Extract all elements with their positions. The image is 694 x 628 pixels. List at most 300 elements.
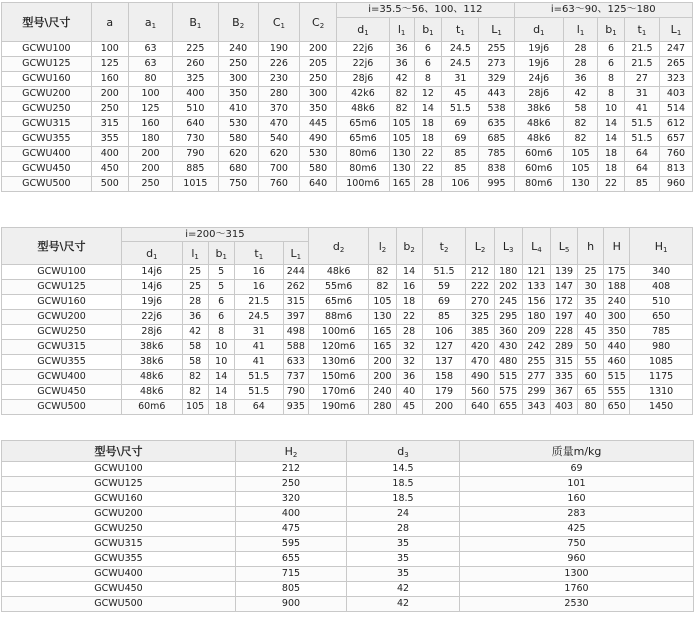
table-cell: 420 bbox=[466, 340, 494, 355]
table-cell: 400 bbox=[236, 507, 347, 522]
table-cell: 32 bbox=[396, 355, 422, 370]
table-cell: 18 bbox=[414, 132, 442, 147]
table-cell: 170m6 bbox=[308, 385, 369, 400]
table-cell: 315 bbox=[550, 355, 577, 370]
table-cell: 106 bbox=[422, 325, 466, 340]
table-cell: 460 bbox=[604, 355, 630, 370]
table-cell: 160 bbox=[128, 117, 172, 132]
table-cell: 560 bbox=[466, 385, 494, 400]
table-cell: 175 bbox=[604, 265, 630, 280]
table-cell: 430 bbox=[494, 340, 522, 355]
table-cell: 1015 bbox=[173, 177, 218, 192]
col-header: $H_1$ bbox=[630, 228, 693, 265]
table-cell: 240 bbox=[604, 295, 630, 310]
table-row bbox=[2, 325, 693, 340]
table-cell: 209 bbox=[522, 325, 550, 340]
table-cell: 360 bbox=[494, 325, 522, 340]
table-cell: 760 bbox=[659, 147, 692, 162]
table-cell: 28j6 bbox=[337, 72, 390, 87]
table-cell: 190 bbox=[258, 42, 299, 57]
table-cell: 515 bbox=[604, 370, 630, 385]
table-cell: 230 bbox=[258, 72, 299, 87]
table-row bbox=[2, 177, 693, 192]
table-cell: 100 bbox=[91, 42, 128, 57]
table-row bbox=[2, 102, 693, 117]
table-row bbox=[2, 582, 694, 597]
col-header: $b_1$ bbox=[414, 18, 442, 42]
table-cell: 190m6 bbox=[308, 400, 369, 415]
table-cell: 443 bbox=[479, 87, 514, 102]
table-row bbox=[2, 147, 693, 162]
model-cell: GCWU355 bbox=[2, 355, 122, 370]
table-cell: 14 bbox=[208, 385, 234, 400]
model-cell: GCWU450 bbox=[2, 582, 236, 597]
table-cell: 85 bbox=[422, 310, 466, 325]
table-cell: 805 bbox=[236, 582, 347, 597]
model-cell: GCWU500 bbox=[2, 400, 122, 415]
table-cell: 24.5 bbox=[234, 310, 283, 325]
table-row bbox=[2, 310, 693, 325]
table-cell: 18.5 bbox=[347, 477, 460, 492]
table-cell: 250 bbox=[91, 102, 128, 117]
table-cell: 179 bbox=[422, 385, 466, 400]
table-cell: 41 bbox=[234, 340, 283, 355]
table-cell: 121 bbox=[522, 265, 550, 280]
col-header: $L_2$ bbox=[466, 228, 494, 265]
table-cell: 403 bbox=[550, 400, 577, 415]
table-cell: 172 bbox=[550, 295, 577, 310]
table-cell: 38k6 bbox=[122, 340, 183, 355]
table-cell: 1760 bbox=[460, 582, 694, 597]
table-cell: 18 bbox=[598, 147, 625, 162]
table-cell: 14 bbox=[414, 102, 442, 117]
table-cell: 325 bbox=[173, 72, 218, 87]
table-row bbox=[2, 340, 693, 355]
table-cell: 31 bbox=[234, 325, 283, 340]
col-header: a bbox=[91, 3, 128, 42]
model-cell: GCWU160 bbox=[2, 492, 236, 507]
table-cell: 633 bbox=[283, 355, 308, 370]
table-cell: 273 bbox=[479, 57, 514, 72]
table-cell: 180 bbox=[494, 265, 522, 280]
table-cell: 80 bbox=[578, 400, 604, 415]
table-cell: 785 bbox=[479, 147, 514, 162]
table-cell: 80m6 bbox=[514, 177, 564, 192]
table-cell: 35 bbox=[347, 567, 460, 582]
model-header: 型号\尺寸 bbox=[2, 3, 92, 42]
table-cell: 18.5 bbox=[347, 492, 460, 507]
table-cell: 85 bbox=[442, 162, 479, 177]
table-cell: 685 bbox=[479, 132, 514, 147]
table-cell: 45 bbox=[442, 87, 479, 102]
table-cell: 1300 bbox=[460, 567, 694, 582]
table-cell: 48k6 bbox=[514, 132, 564, 147]
table-cell: 280 bbox=[369, 400, 396, 415]
table-cell: 69 bbox=[422, 295, 466, 310]
table-cell: 715 bbox=[236, 567, 347, 582]
table-cell: 250 bbox=[300, 72, 337, 87]
col-header: $d_3$ bbox=[347, 441, 460, 462]
table-cell: 315 bbox=[283, 295, 308, 310]
table-cell: 150m6 bbox=[308, 370, 369, 385]
table-cell: 22 bbox=[598, 177, 625, 192]
table-cell: 59 bbox=[422, 280, 466, 295]
model-cell: GCWU125 bbox=[2, 477, 236, 492]
table-cell: 38k6 bbox=[514, 102, 564, 117]
table-cell: 101 bbox=[460, 477, 694, 492]
table-cell: 555 bbox=[604, 385, 630, 400]
table-cell: 55 bbox=[578, 355, 604, 370]
table-cell: 106 bbox=[442, 177, 479, 192]
table-cell: 289 bbox=[550, 340, 577, 355]
table-cell: 197 bbox=[550, 310, 577, 325]
table-cell: 63 bbox=[128, 42, 172, 57]
table-cell: 36 bbox=[564, 72, 598, 87]
table-cell: 300 bbox=[300, 87, 337, 102]
table-cell: 995 bbox=[479, 177, 514, 192]
table-cell: 12 bbox=[414, 87, 442, 102]
table-cell: 470 bbox=[466, 355, 494, 370]
table-cell: 640 bbox=[173, 117, 218, 132]
table-cell: 64 bbox=[624, 162, 659, 177]
table-cell: 14j6 bbox=[122, 280, 183, 295]
table-cell: 200 bbox=[128, 162, 172, 177]
table-cell: 480 bbox=[494, 355, 522, 370]
table-cell: 5 bbox=[208, 265, 234, 280]
table-cell: 64 bbox=[624, 147, 659, 162]
table-cell: 14 bbox=[598, 132, 625, 147]
table-cell: 240 bbox=[369, 385, 396, 400]
model-cell: GCWU125 bbox=[2, 57, 92, 72]
table-cell: 500 bbox=[91, 177, 128, 192]
table-cell: 41 bbox=[234, 355, 283, 370]
table-cell: 370 bbox=[258, 102, 299, 117]
table-cell: 300 bbox=[604, 310, 630, 325]
table-cell: 8 bbox=[208, 325, 234, 340]
table-cell: 188 bbox=[604, 280, 630, 295]
table-cell: 133 bbox=[522, 280, 550, 295]
table-cell: 242 bbox=[522, 340, 550, 355]
model-cell: GCWU500 bbox=[2, 177, 92, 192]
table-row bbox=[2, 522, 694, 537]
col-header: $l_1$ bbox=[182, 242, 208, 265]
table-row bbox=[2, 400, 693, 415]
table-cell: 130 bbox=[389, 147, 414, 162]
table-cell: 262 bbox=[283, 280, 308, 295]
table-cell: 283 bbox=[460, 507, 694, 522]
table-cell: 130 bbox=[369, 310, 396, 325]
table-cell: 28 bbox=[396, 325, 422, 340]
table-cell: 82 bbox=[389, 87, 414, 102]
table-cell: 16 bbox=[234, 280, 283, 295]
table-cell: 538 bbox=[479, 102, 514, 117]
table-cell: 10 bbox=[598, 102, 625, 117]
col-header: $l_1$ bbox=[389, 18, 414, 42]
table-cell: 80 bbox=[128, 72, 172, 87]
table-cell: 340 bbox=[630, 265, 693, 280]
table-cell: 595 bbox=[236, 537, 347, 552]
table-cell: 21.5 bbox=[624, 42, 659, 57]
table-cell: 16 bbox=[234, 265, 283, 280]
table-cell: 6 bbox=[208, 310, 234, 325]
table-row bbox=[2, 477, 694, 492]
table-cell: 350 bbox=[300, 102, 337, 117]
table-cell: 41 bbox=[624, 102, 659, 117]
table-cell: 325 bbox=[466, 310, 494, 325]
table-cell: 21.5 bbox=[624, 57, 659, 72]
col-header: H bbox=[604, 228, 630, 265]
table-cell: 27 bbox=[624, 72, 659, 87]
table-cell: 60m6 bbox=[514, 162, 564, 177]
col-header: $L_4$ bbox=[522, 228, 550, 265]
table-row bbox=[2, 507, 694, 522]
table-cell: 165 bbox=[369, 325, 396, 340]
table-cell: 65m6 bbox=[337, 132, 390, 147]
table-cell: 250 bbox=[128, 177, 172, 192]
table-cell: 130 bbox=[389, 162, 414, 177]
table-row bbox=[2, 552, 694, 567]
table-cell: 18 bbox=[598, 162, 625, 177]
table-cell: 42 bbox=[347, 582, 460, 597]
table-cell: 200 bbox=[300, 42, 337, 57]
table-cell: 425 bbox=[460, 522, 694, 537]
table-cell: 160 bbox=[460, 492, 694, 507]
table-cell: 82 bbox=[182, 370, 208, 385]
table-cell: 655 bbox=[494, 400, 522, 415]
table-cell: 470 bbox=[258, 117, 299, 132]
table-cell: 490 bbox=[466, 370, 494, 385]
dimension-table-2 bbox=[1, 227, 693, 415]
table-cell: 14 bbox=[396, 265, 422, 280]
table-cell: 45 bbox=[396, 400, 422, 415]
table-cell: 25 bbox=[182, 280, 208, 295]
table-cell: 139 bbox=[550, 265, 577, 280]
table-cell: 38k6 bbox=[122, 355, 183, 370]
table-cell: 5 bbox=[208, 280, 234, 295]
table-cell: 760 bbox=[258, 177, 299, 192]
table-cell: 100 bbox=[128, 87, 172, 102]
table-cell: 657 bbox=[659, 132, 692, 147]
table-row bbox=[2, 57, 693, 72]
table-cell: 24 bbox=[347, 507, 460, 522]
table-row bbox=[2, 162, 693, 177]
table-cell: 6 bbox=[598, 57, 625, 72]
col-header: $b_2$ bbox=[396, 228, 422, 265]
table-cell: 408 bbox=[630, 280, 693, 295]
table-cell: 40 bbox=[396, 385, 422, 400]
table-cell: 160 bbox=[91, 72, 128, 87]
model-header: 型号\尺寸 bbox=[2, 441, 236, 462]
model-cell: GCWU315 bbox=[2, 117, 92, 132]
table-cell: 130m6 bbox=[308, 355, 369, 370]
table-cell: 737 bbox=[283, 370, 308, 385]
model-cell: GCWU400 bbox=[2, 370, 122, 385]
table-cell: 21.5 bbox=[234, 295, 283, 310]
table-cell: 510 bbox=[630, 295, 693, 310]
table-cell: 247 bbox=[659, 42, 692, 57]
table-cell: 36 bbox=[396, 370, 422, 385]
table-cell: 130 bbox=[564, 177, 598, 192]
model-cell: GCWU250 bbox=[2, 522, 236, 537]
table-cell: 343 bbox=[522, 400, 550, 415]
table-cell: 180 bbox=[128, 132, 172, 147]
col-header: $d_1$ bbox=[337, 18, 390, 42]
table-cell: 125 bbox=[128, 102, 172, 117]
table-cell: 51.5 bbox=[442, 102, 479, 117]
table-cell: 1450 bbox=[630, 400, 693, 415]
model-header: 型号\尺寸 bbox=[2, 228, 122, 265]
table-cell: 200 bbox=[128, 147, 172, 162]
model-cell: GCWU160 bbox=[2, 295, 122, 310]
table-cell: 28j6 bbox=[122, 325, 183, 340]
table-cell: 60m6 bbox=[514, 147, 564, 162]
model-cell: GCWU160 bbox=[2, 72, 92, 87]
table-cell: 588 bbox=[283, 340, 308, 355]
col-header: $L_1$ bbox=[283, 242, 308, 265]
table-cell: 650 bbox=[604, 400, 630, 415]
table-cell: 400 bbox=[91, 147, 128, 162]
table-cell: 60 bbox=[578, 370, 604, 385]
table-cell: 58 bbox=[182, 355, 208, 370]
table-cell: 48k6 bbox=[337, 102, 390, 117]
table-cell: 200 bbox=[369, 355, 396, 370]
table-cell: 69 bbox=[442, 117, 479, 132]
table-cell: 403 bbox=[659, 87, 692, 102]
table-cell: 80m6 bbox=[337, 147, 390, 162]
table-cell: 82 bbox=[564, 117, 598, 132]
table-cell: 280 bbox=[258, 87, 299, 102]
table-cell: 25 bbox=[578, 265, 604, 280]
col-header: $b_1$ bbox=[208, 242, 234, 265]
table-cell: 137 bbox=[422, 355, 466, 370]
table-cell: 19j6 bbox=[514, 42, 564, 57]
table-cell: 2530 bbox=[460, 597, 694, 612]
table-cell: 60m6 bbox=[122, 400, 183, 415]
table-cell: 105 bbox=[369, 295, 396, 310]
col-header: $d_1$ bbox=[122, 242, 183, 265]
table-cell: 82 bbox=[182, 385, 208, 400]
table-cell: 69 bbox=[442, 132, 479, 147]
table-cell: 55m6 bbox=[308, 280, 369, 295]
table-cell: 226 bbox=[258, 57, 299, 72]
table-cell: 105 bbox=[564, 147, 598, 162]
table-cell: 31 bbox=[624, 87, 659, 102]
table-cell: 514 bbox=[659, 102, 692, 117]
table-cell: 42 bbox=[389, 72, 414, 87]
table-cell: 48k6 bbox=[308, 265, 369, 280]
model-cell: GCWU100 bbox=[2, 462, 236, 477]
table-cell: 440 bbox=[604, 340, 630, 355]
table-cell: 51.5 bbox=[422, 265, 466, 280]
table-cell: 200 bbox=[422, 400, 466, 415]
table-cell: 750 bbox=[460, 537, 694, 552]
table-cell: 36 bbox=[182, 310, 208, 325]
table-cell: 19j6 bbox=[514, 57, 564, 72]
table-cell: 838 bbox=[479, 162, 514, 177]
table-cell: 51.5 bbox=[234, 385, 283, 400]
table-cell: 295 bbox=[494, 310, 522, 325]
model-cell: GCWU200 bbox=[2, 310, 122, 325]
col-header: $d_2$ bbox=[308, 228, 369, 265]
table-cell: 32 bbox=[396, 340, 422, 355]
table-row bbox=[2, 42, 693, 57]
table-cell: 48k6 bbox=[122, 370, 183, 385]
table-cell: 42 bbox=[564, 87, 598, 102]
table-cell: 350 bbox=[604, 325, 630, 340]
table-cell: 18 bbox=[414, 117, 442, 132]
table-cell: 8 bbox=[414, 72, 442, 87]
table-cell: 18 bbox=[208, 400, 234, 415]
table-cell: 35 bbox=[347, 552, 460, 567]
table-cell: 158 bbox=[422, 370, 466, 385]
table-cell: 28 bbox=[347, 522, 460, 537]
table-cell: 202 bbox=[494, 280, 522, 295]
table-cell: 100m6 bbox=[337, 177, 390, 192]
group-header-ratio-1: i=35.5～56、100、112 bbox=[337, 3, 514, 18]
table-cell: 355 bbox=[91, 132, 128, 147]
table-cell: 250 bbox=[218, 57, 258, 72]
table-cell: 397 bbox=[283, 310, 308, 325]
table-cell: 1310 bbox=[630, 385, 693, 400]
table-cell: 28 bbox=[414, 177, 442, 192]
table-cell: 510 bbox=[173, 102, 218, 117]
model-cell: GCWU400 bbox=[2, 147, 92, 162]
col-header: $a_1$ bbox=[128, 3, 172, 42]
table-cell: 530 bbox=[218, 117, 258, 132]
table-cell: 22j6 bbox=[337, 57, 390, 72]
model-cell: GCWU450 bbox=[2, 385, 122, 400]
table-cell: 575 bbox=[494, 385, 522, 400]
col-header: $d_1$ bbox=[514, 18, 564, 42]
table-cell: 51.5 bbox=[234, 370, 283, 385]
model-cell: GCWU250 bbox=[2, 102, 92, 117]
table-cell: 813 bbox=[659, 162, 692, 177]
model-cell: GCWU250 bbox=[2, 325, 122, 340]
table-row bbox=[2, 355, 693, 370]
table-cell: 85 bbox=[442, 147, 479, 162]
model-cell: GCWU400 bbox=[2, 567, 236, 582]
table-cell: 620 bbox=[258, 147, 299, 162]
table-cell: 51.5 bbox=[624, 132, 659, 147]
table-cell: 105 bbox=[182, 400, 208, 415]
col-header: $t_1$ bbox=[624, 18, 659, 42]
table-row bbox=[2, 597, 694, 612]
table-row bbox=[2, 462, 694, 477]
table-cell: 48k6 bbox=[514, 117, 564, 132]
table-cell: 6 bbox=[414, 42, 442, 57]
table-cell: 22 bbox=[396, 310, 422, 325]
table-cell: 42k6 bbox=[337, 87, 390, 102]
table-cell: 22j6 bbox=[122, 310, 183, 325]
table-cell: 14j6 bbox=[122, 265, 183, 280]
table-cell: 6 bbox=[598, 42, 625, 57]
table-cell: 82 bbox=[369, 280, 396, 295]
table-cell: 750 bbox=[218, 177, 258, 192]
table-cell: 240 bbox=[218, 42, 258, 57]
table-cell: 228 bbox=[550, 325, 577, 340]
table-row bbox=[2, 117, 693, 132]
table-cell: 205 bbox=[300, 57, 337, 72]
table-cell: 790 bbox=[283, 385, 308, 400]
table-cell: 65 bbox=[578, 385, 604, 400]
table-row bbox=[2, 492, 694, 507]
table-cell: 25 bbox=[182, 265, 208, 280]
table-cell: 900 bbox=[236, 597, 347, 612]
table-cell: 58 bbox=[182, 340, 208, 355]
table-cell: 635 bbox=[479, 117, 514, 132]
table-cell: 265 bbox=[659, 57, 692, 72]
table-cell: 85 bbox=[624, 177, 659, 192]
